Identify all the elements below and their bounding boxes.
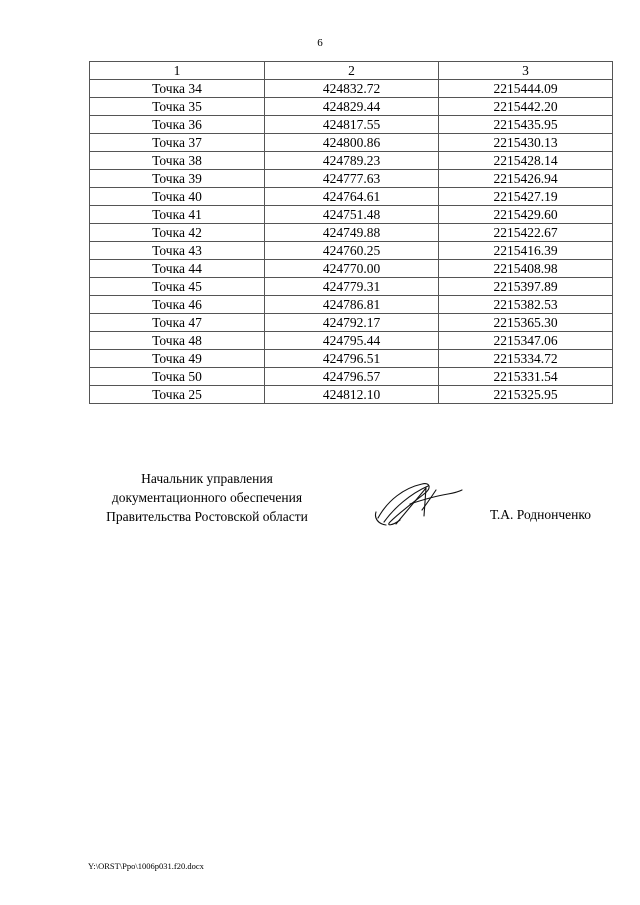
table-cell: 424812.10 <box>265 386 439 404</box>
table-cell: Точка 48 <box>90 332 265 350</box>
table-row <box>90 116 613 134</box>
table-cell: 2215430.13 <box>439 134 613 152</box>
table-cell: 424800.86 <box>265 134 439 152</box>
table-cell: 2215365.30 <box>439 314 613 332</box>
table-cell: 424751.48 <box>265 206 439 224</box>
table-row <box>90 152 613 170</box>
table-cell: 424749.88 <box>265 224 439 242</box>
table-row <box>90 386 613 404</box>
signatory-position <box>80 469 334 526</box>
handwritten-signature <box>370 478 465 530</box>
table-row <box>90 314 613 332</box>
table-cell: 2215408.98 <box>439 260 613 278</box>
table-row <box>90 80 613 98</box>
table-row <box>90 188 613 206</box>
table-cell: 424770.00 <box>265 260 439 278</box>
table-row <box>90 350 613 368</box>
table-cell: 424817.55 <box>265 116 439 134</box>
table-cell: Точка 49 <box>90 350 265 368</box>
table-cell: Точка 42 <box>90 224 265 242</box>
table-cell: 2215422.67 <box>439 224 613 242</box>
table-row <box>90 134 613 152</box>
position-line: Начальник управления <box>141 471 273 486</box>
table-cell: Точка 50 <box>90 368 265 386</box>
table-cell: Точка 41 <box>90 206 265 224</box>
table-cell: Точка 43 <box>90 242 265 260</box>
table-cell: 424777.63 <box>265 170 439 188</box>
table-cell: 2215442.20 <box>439 98 613 116</box>
signatory-name: Т.А. Роднонченко <box>490 507 591 522</box>
table-row <box>90 206 613 224</box>
table-cell: 2215325.95 <box>439 386 613 404</box>
table-body <box>90 80 613 404</box>
table-cell: Точка 46 <box>90 296 265 314</box>
table-row <box>90 242 613 260</box>
table-cell: 424786.81 <box>265 296 439 314</box>
table-row <box>90 170 613 188</box>
table-cell: Точка 39 <box>90 170 265 188</box>
table-header-row <box>90 62 613 80</box>
table-cell: 2215331.54 <box>439 368 613 386</box>
table-cell: Точка 47 <box>90 314 265 332</box>
table-cell: 424764.61 <box>265 188 439 206</box>
table-cell: Точка 38 <box>90 152 265 170</box>
table-cell: 2215426.94 <box>439 170 613 188</box>
table-row <box>90 224 613 242</box>
table-cell: 2215429.60 <box>439 206 613 224</box>
table-cell: Точка 37 <box>90 134 265 152</box>
table-cell: 424792.17 <box>265 314 439 332</box>
column-header: 1 <box>90 62 265 80</box>
table-cell: 2215416.39 <box>439 242 613 260</box>
table-cell: 424795.44 <box>265 332 439 350</box>
table-cell: 2215428.14 <box>439 152 613 170</box>
file-path-footer: Y:\ORST\Ppo\1006p031.f20.docx <box>88 861 204 871</box>
table-cell: 2215334.72 <box>439 350 613 368</box>
table-cell: Точка 40 <box>90 188 265 206</box>
table-cell: 424760.25 <box>265 242 439 260</box>
table-cell: 2215444.09 <box>439 80 613 98</box>
position-line: Правительства Ростовской области <box>106 509 308 524</box>
table-cell: Точка 44 <box>90 260 265 278</box>
table-row <box>90 368 613 386</box>
column-header: 3 <box>439 62 613 80</box>
table-cell: Точка 25 <box>90 386 265 404</box>
table-row <box>90 332 613 350</box>
table-cell: Точка 34 <box>90 80 265 98</box>
table-row <box>90 260 613 278</box>
position-line: документационного обеспечения <box>111 490 303 505</box>
table-cell: 2215427.19 <box>439 188 613 206</box>
table-cell: 2215435.95 <box>439 116 613 134</box>
table-cell: 2215347.06 <box>439 332 613 350</box>
table-row <box>90 98 613 116</box>
table-cell: 2215382.53 <box>439 296 613 314</box>
table-cell: Точка 36 <box>90 116 265 134</box>
table-cell: 424832.72 <box>265 80 439 98</box>
table-cell: 424779.31 <box>265 278 439 296</box>
table-cell: 424796.57 <box>265 368 439 386</box>
table-cell: 424796.51 <box>265 350 439 368</box>
table-cell: 424789.23 <box>265 152 439 170</box>
table-row <box>90 296 613 314</box>
column-header: 2 <box>265 62 439 80</box>
page-number: 6 <box>317 37 323 49</box>
table-cell: Точка 45 <box>90 278 265 296</box>
table-row <box>90 278 613 296</box>
table-cell: Точка 35 <box>90 98 265 116</box>
table-cell: 424829.44 <box>265 98 439 116</box>
table-cell: 2215397.89 <box>439 278 613 296</box>
coordinates-table <box>89 61 613 404</box>
